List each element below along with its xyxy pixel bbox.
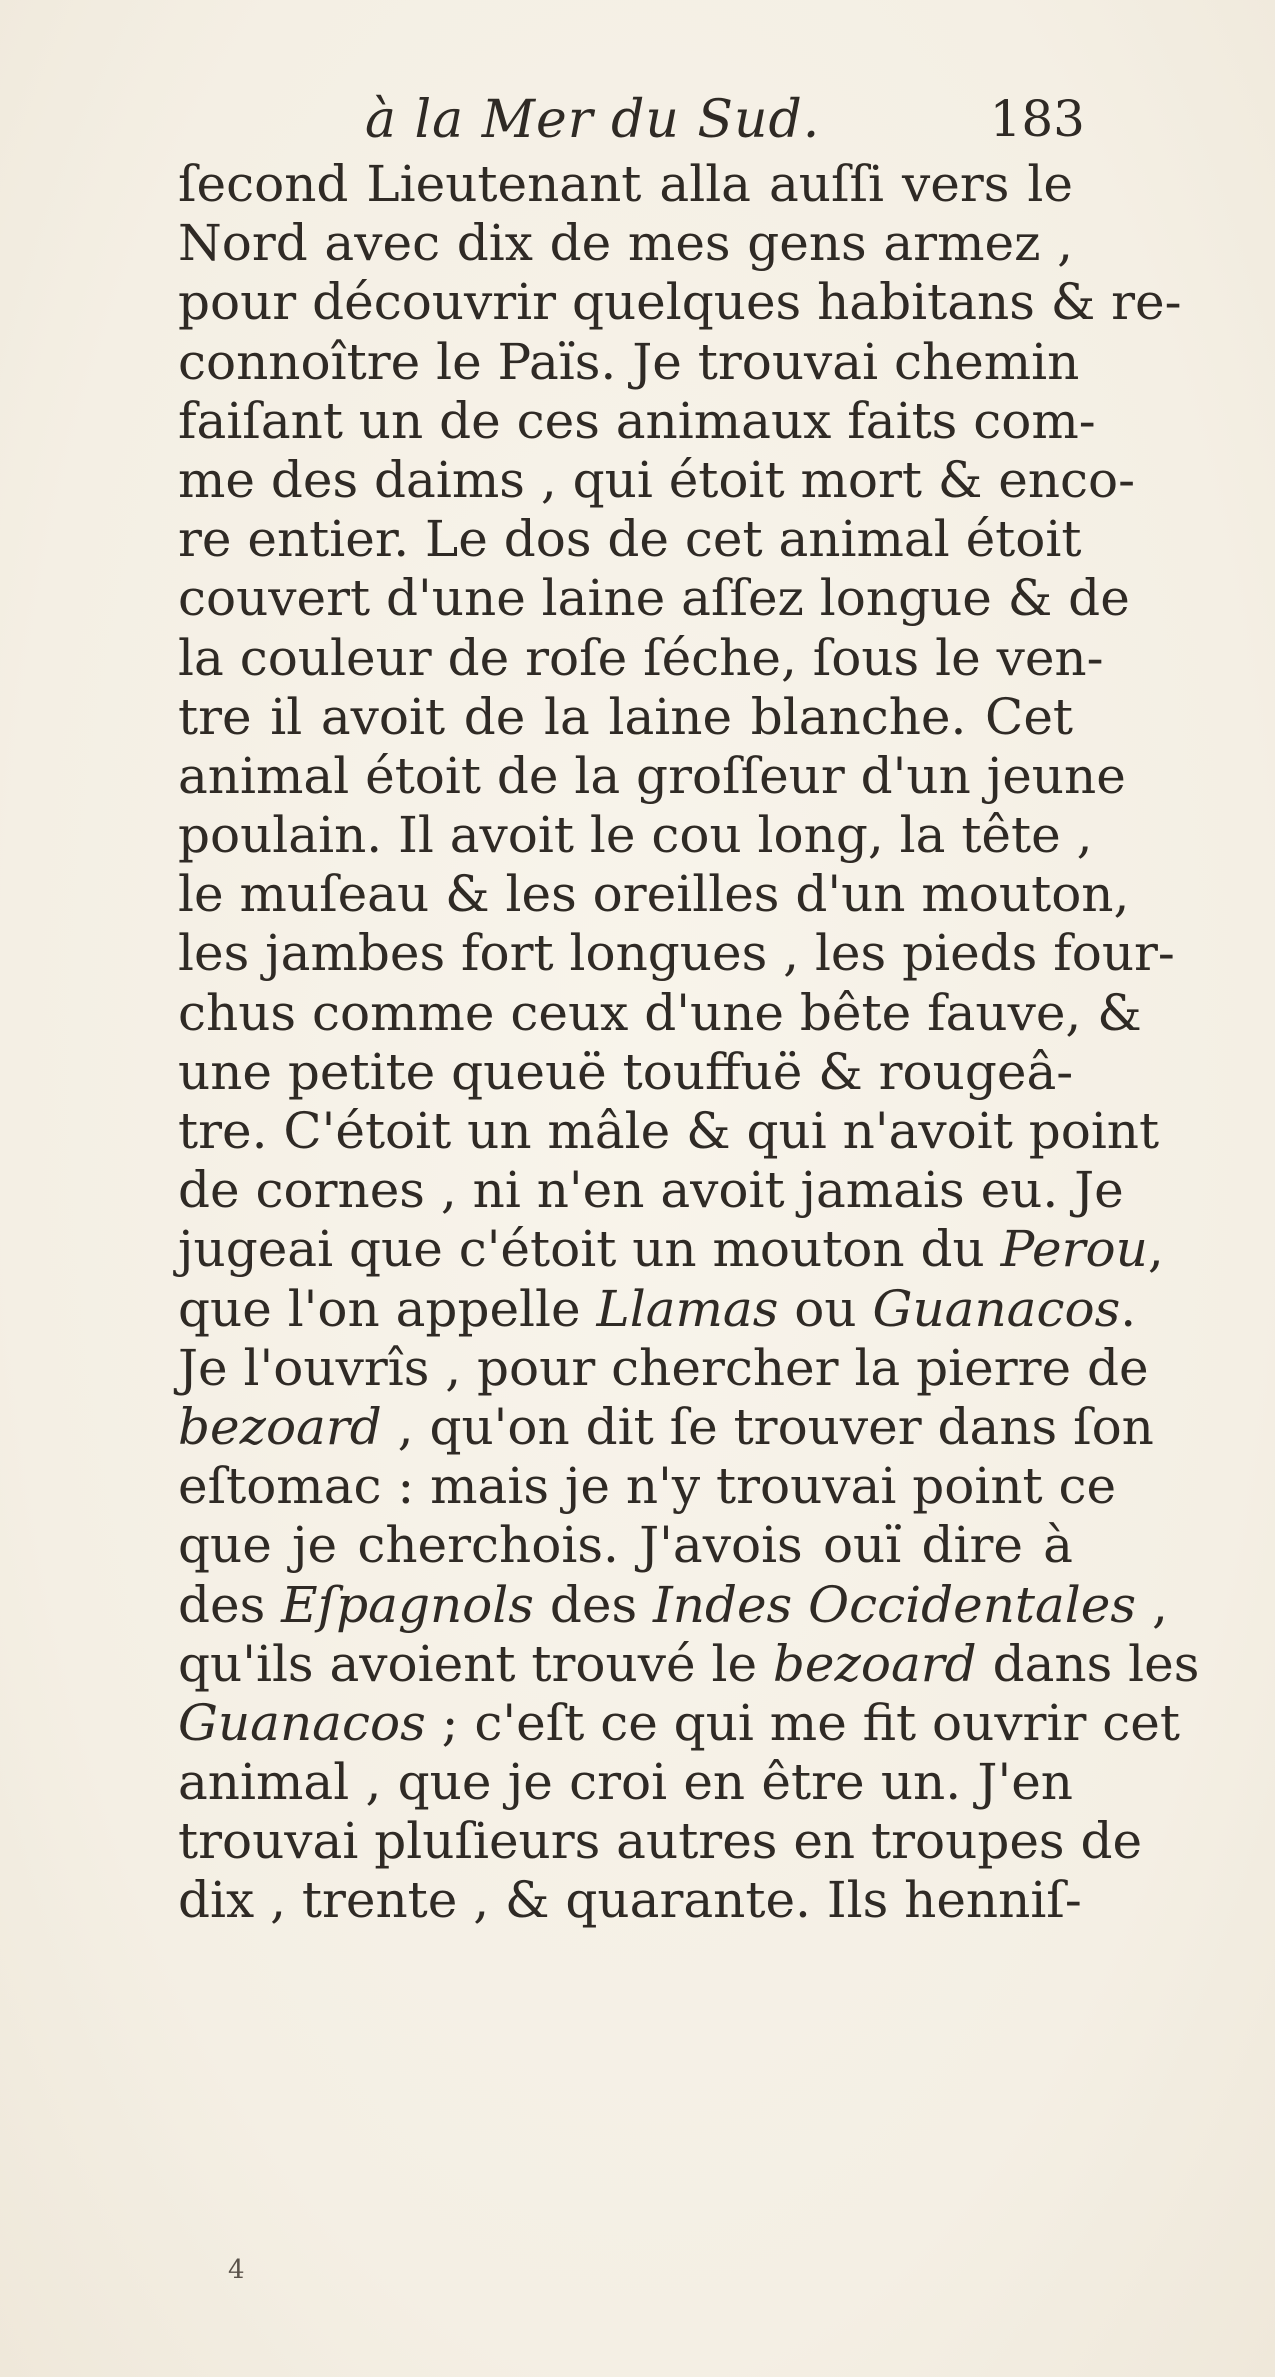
text-line: de cornes , ni n'en avoit jamais eu. Je xyxy=(178,1161,1124,1220)
text-line: Nord avec dix de mes gens armez , xyxy=(178,214,1073,273)
text-line: trouvai pluſieurs autres en troupes de xyxy=(178,1812,1143,1871)
text-line: une petite queuë touffuë & rougeâ- xyxy=(178,1042,1074,1101)
text-line: dix , trente , & quarante. Ils henniſ- xyxy=(178,1871,1082,1930)
text-line: re entier. Le dos de cet animal étoit xyxy=(178,510,1082,569)
text-line-italic-bezoard: qu'ils avoient trouvé le bezoard dans les xyxy=(178,1634,1200,1693)
running-title: à la Mer du Sud. xyxy=(365,90,821,150)
text-line-italic-bezoard: bezoard , qu'on dit ſe trouver dans ſon xyxy=(178,1397,1154,1456)
text-line: tre. C'étoit un mâle & qui n'avoit point xyxy=(178,1102,1160,1160)
text-line: eſtomac : mais je n'y trouvai point ce xyxy=(178,1457,1117,1516)
italic-term: Guanacos xyxy=(872,1279,1121,1338)
text-line: tre il avoit de la laine blanche. Cet xyxy=(178,687,1073,746)
running-head xyxy=(160,90,1205,160)
text-line-italic-perou: jugeai que c'étoit un mouton du Perou, xyxy=(178,1220,1164,1279)
italic-term: Eſpagnols xyxy=(281,1575,534,1634)
text-line: Je l'ouvrîs , pour chercher la pierre de xyxy=(178,1338,1149,1397)
text-line: le muſeau & les oreilles d'un mouton, xyxy=(178,865,1130,924)
text-line: faiſant un de ces animaux faits com- xyxy=(178,391,1096,450)
text-line: me des daims , qui étoit mort & enco- xyxy=(178,450,1136,509)
text-line-italic-llamas-guanacos: que l'on appelle Llamas ou Guanacos. xyxy=(178,1279,1137,1338)
text-line: couvert d'une laine aſſez longue & de xyxy=(178,569,1130,628)
text-line: connoître le Païs. Je trouvai chemin xyxy=(178,332,1080,391)
signature-mark: 4 xyxy=(228,2255,245,2285)
body-text xyxy=(178,155,1200,1931)
page-number: 183 xyxy=(989,90,1085,148)
text-line: ſecond Lieutenant alla auſſi vers le xyxy=(178,155,1073,213)
text-line: que je cherchois. J'avois ouï dire à xyxy=(178,1516,1073,1575)
italic-term: bezoard xyxy=(178,1397,382,1456)
text-line-italic-espagnols-indes: des Eſpagnols des Indes Occidentales , xyxy=(178,1575,1168,1634)
italic-term: Llamas xyxy=(596,1279,779,1338)
italic-term: Indes Occidentales xyxy=(653,1575,1137,1634)
text-line-italic-guanacos: Guanacos ; c'eſt ce qui me fit ouvrir cet xyxy=(178,1693,1180,1752)
italic-term: Guanacos xyxy=(178,1693,426,1752)
text-line: poulain. Il avoit le cou long, la tête , xyxy=(178,806,1093,865)
text-line: la couleur de roſe ſéche, ſous le ven- xyxy=(178,628,1104,687)
text-line: animal étoit de la groſſeur d'un jeune xyxy=(178,746,1126,805)
italic-term: Perou xyxy=(1000,1220,1148,1279)
text-line: chus comme ceux d'une bête fauve, & xyxy=(178,983,1142,1042)
italic-term: bezoard xyxy=(772,1634,977,1693)
text-line: les jambes fort longues , les pieds four- xyxy=(178,924,1175,983)
text-line: animal , que je croi en être un. J'en xyxy=(178,1753,1073,1812)
text-line: pour découvrir quelques habitans & re- xyxy=(178,273,1182,332)
